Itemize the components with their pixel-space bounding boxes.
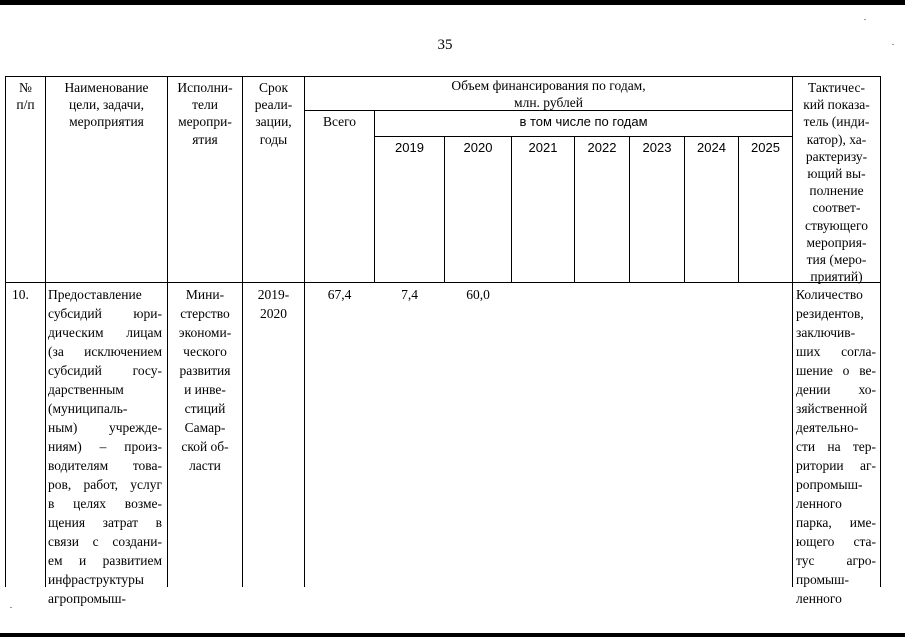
scan-speck: [864, 19, 866, 20]
bottom-rule: [0, 633, 905, 637]
header-bottom-line: [6, 282, 881, 283]
text-line: дическим лицам: [48, 325, 162, 340]
text-line: агропромыш-: [48, 591, 127, 606]
col-line: [574, 136, 575, 282]
row-2019: 7,4: [401, 287, 418, 302]
row-name: [48, 285, 162, 608]
text-line: ниям) – произ-: [48, 439, 162, 454]
text-line: шение о ве-: [796, 363, 876, 378]
header-year-2019: 2019: [395, 140, 424, 155]
text-line: ропромыш-: [796, 477, 863, 492]
text-line: водителям това-: [48, 458, 162, 473]
text-line: дении хо-: [796, 382, 876, 397]
col-line: [629, 136, 630, 282]
financing-table: [5, 76, 881, 606]
row-num: 10.: [12, 287, 29, 302]
text-line: связи с создани-: [48, 534, 162, 549]
header-term: Срок реали- зации, годы: [254, 80, 293, 147]
text-line: ленного: [796, 496, 842, 511]
col-line: [684, 136, 685, 282]
col-line: [444, 136, 445, 282]
col-line: [880, 77, 881, 587]
header-year-2024: 2024: [697, 140, 726, 155]
header-total: Всего: [322, 114, 357, 129]
text-line: промыш-: [796, 572, 849, 587]
text-line: Количество: [796, 287, 863, 302]
text-line: инфраструктуры: [48, 572, 144, 587]
text-line: ших согла-: [796, 344, 876, 359]
header-year-2021: 2021: [528, 140, 558, 155]
text-line: Предоставление: [48, 287, 142, 302]
scan-speck: [10, 607, 12, 608]
text-line: субсидий госу-: [48, 363, 162, 378]
header-year-2022: 2022: [587, 140, 617, 155]
header-funding: Объем финансирования по годам, млн. рублей: [451, 78, 646, 111]
row-line: [374, 136, 792, 137]
header-year-2020: 2020: [463, 140, 493, 155]
col-line: [738, 136, 739, 282]
text-line: ем и развитием: [48, 553, 162, 568]
row-2020: 60,0: [466, 287, 490, 302]
header-by-year: в том числе по годам: [519, 114, 648, 129]
header-num: № п/п: [16, 80, 35, 113]
row-total: 67,4: [327, 287, 352, 302]
text-line: резидентов,: [796, 306, 864, 321]
row-indicator: [796, 285, 876, 608]
header-year-2025: 2025: [751, 140, 780, 155]
col-line: [511, 136, 512, 282]
text-line: тус агро-: [796, 553, 876, 568]
row-term: 2019- 2020: [257, 287, 290, 321]
scan-speck: [892, 44, 894, 45]
text-line: ров, работ, услуг: [48, 477, 162, 492]
text-line: деятельно-: [796, 420, 859, 435]
header-year-2023: 2023: [642, 140, 672, 155]
header-indicator: Тактичес- кий показа- тель (инди- катор), ха- рактеризу- ющий вы- полнение соответ- ствующего мероприя- тия (меро- приятий): [803, 80, 870, 285]
text-line: ющего ста-: [796, 534, 876, 549]
col-line: [45, 77, 46, 587]
top-rule: [0, 0, 905, 5]
text-line: парка, име-: [796, 515, 876, 530]
text-line: субсидий юри-: [48, 306, 162, 321]
text-line: зяйственной: [796, 401, 868, 416]
text-line: щения затрат в: [48, 515, 162, 530]
text-line: ным) учрежде-: [48, 420, 162, 435]
text-line: (за исключением: [48, 344, 162, 359]
text-line: сти на тер-: [796, 439, 876, 454]
row-executor: Мини- стерство экономи- ческого развития и инве- стиций Самар- ской об- ласти: [178, 287, 232, 473]
text-line: (муниципаль-: [48, 401, 128, 416]
col-line: [242, 77, 243, 587]
text-line: в целях возме-: [48, 496, 162, 511]
text-line: дарственным: [48, 382, 124, 397]
header-name: Наименование цели, задачи, мероприятия: [64, 80, 149, 130]
text-line: ритории аг-: [796, 458, 876, 473]
header-executor: Исполни- тели меропри- ятия: [177, 80, 233, 147]
page-number: 35: [437, 37, 453, 53]
text-line: заключив-: [796, 325, 856, 340]
col-line: [304, 77, 305, 587]
text-line: ленного: [796, 591, 842, 606]
